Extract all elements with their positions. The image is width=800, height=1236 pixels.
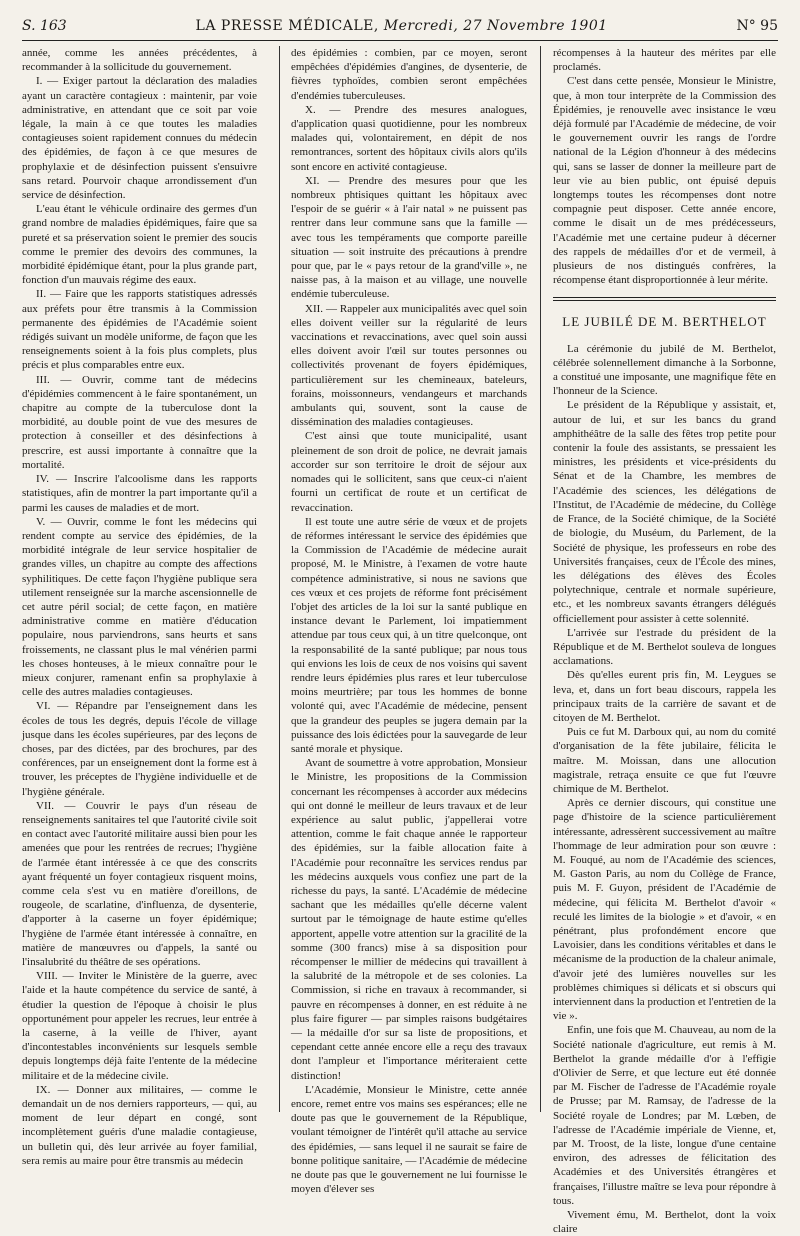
paragraph: C'est dans cette pensée, Monsieur le Ministre, que, à mon tour interprète de la Commission des Épidémies, je renouvelle avec insistance le vœu déjà formulé par l'Académie de médecine, de voir le gouvernement ouvrir les rangs de l'ordre national de la Légion d'honneur à des médecins qui, sans se lasser de donner la meilleure part de leur vie au bien public, ont épuisé depuis longtemps toutes les récompenses dont notre compagnie peut disposer. Cette année encore, comme le disait un de mes prédécesseurs, l'Académie met une certaine pudeur à décerner des rappels de médailles d'or et de vermeil, à plusieurs de nos distingués confrères, la récompense étant disproportionnée à leur mérite. — [553, 75, 776, 287]
paragraph: IX. — Donner aux militaires, — comme le demandait un de nos derniers rapporteurs, — qui, au moment de leur départ en congé, sont incomplètement guéris d'une maladie contagieuse, un bulletin qui, dès leur arrivée au foyer familial, sera remis au maire pour être transmis au médecin — [22, 1083, 257, 1167]
column-divider — [279, 46, 280, 1112]
paragraph: XI. — Prendre des mesures pour que les nombreux phtisiques quittant les hôpitaux avec l'espoir de se guérir « à l'air natal » ne puissent pas rentrer dans leur commune sans que la famille — avec tous les tempéraments que comporte pareille situation — soit instruite des précautions à prendre pour que, par le « pays retour de la grand'ville », ne naisse pas, à la maison et au village, une nouvelle endémie tuberculeuse. — [291, 174, 527, 301]
paragraph: Le président de la République y assistait, et, autour de lui, et sur les bancs du grand amphithéâtre de la salle des fêtes trop petite pour contenir la foule des assistants, se pressaient les ministres, les présidents et vice-présidents du Sénat et de la Chambre, les membres de l'Académie des sciences, les délégations de l'Institut, de l'Académie de médecine, du Collège de France, de la Société chimique, de la Société de biologie, du Muséum, du Parlement, de la Société de physique, les professeurs en robe des Universités françaises, ceux de l'École des mines, les délégations des élèves des Écoles polytechnique, centrale et normale supérieure, etc., et les nombreux savants étrangers délégués officiellement pour assister à cette solennité. — [553, 399, 776, 625]
paragraph: des épidémies : combien, par ce moyen, seront empêchées d'épidémies d'angines, de dysenterie, de fièvres typhoïdes, combien seront empêchées d'endémies tuberculeuses. — [291, 47, 527, 102]
column-3 — [553, 46, 776, 1236]
page-header — [22, 14, 778, 38]
paragraph: Il est toute une autre série de vœux et de projets de réformes intéressant le service des épidémies que la Commission de l'Académie de médecine aurait proposé, M. le Ministre, à l'examen de votre haute compétence administrative, si nous ne savions que ces vœux et ces projets de réforme font précisément l'objet des articles de la loi sur la santé publique en instance devant le Parlement, loi impatiemment attendue par tous ceux qui, à un titre quelconque, ont la responsabilité de la santé publique; par nous tous qui envions les lois de ceux de nos voisins qui savent rendre leurs épidémies plus rares et leur tuberculose moins meurtrière; par tous les hommes de bonne volonté qui, avec l'Académie de médecine, pensent que la grandeur des peuples se jugera demain par la puissance des lois édictées pour la sauvegarde de leur santé morale et physique. — [291, 515, 527, 755]
paragraph: Vivement ému, M. Berthelot, dont la voix claire — [553, 1209, 776, 1236]
paragraph: L'eau étant le véhicule ordinaire des germes d'un grand nombre de maladies épidémiques, faire que sa pureté et sa préservation soient le premier des soucis comme le premier des devoirs des communes, la morbidité épidémique étant, pour la plus grande part, fonction d'un mauvais régime des eaux. — [22, 203, 257, 287]
paragraph: L'arrivée sur l'estrade du président de la République et de M. Berthelot souleva de longues acclamations. — [553, 626, 776, 668]
journal-masthead — [196, 18, 608, 34]
page-folio: S. 163 — [22, 18, 67, 34]
issue-date: Mercredi, 27 Novembre 1901 — [383, 18, 608, 34]
paragraph: VII. — Couvrir le pays d'un réseau de renseignements sanitaires tel que l'autorité civile soit en contact avec l'autorité militaire aussi bien pour les amenées que pour les rentrées de recrues; l'hygiène de l'armée étant intéressée à ce que des conscrits ayant fréquenté un foyer contagieux risquent moins, comme cela s'est vu en matière d'oreillons, de rougeole, de scarlatine, d'influenza, de dysenterie, d'apporter à la caserne un foyer épidémique; l'hygiène de l'armée étant intéressée à connaître, en matière de manœuvres ou d'appels, la santé ou l'insalubrité du théâtre de ses opérations. — [22, 799, 257, 968]
paragraph: VI. — Répandre par l'enseignement dans les écoles de tous les degrés, depuis l'école de village jusque dans les écoles supérieures, par des leçons de choses, par des dictées, par des brochures, par des conférences, par un enseignement dont la forme est à trouver, les préceptes de l'hygiène individuelle et de l'hygiène générale. — [22, 700, 257, 798]
paragraph: Puis ce fut M. Darboux qui, au nom du comité d'organisation de la fête jubilaire, félicita le maître. M. Moissan, dans une allocution magistrale, retraça ensuite ce que fut l'œuvre chimique de M. Berthelot. — [553, 726, 776, 795]
paragraph: C'est ainsi que toute municipalité, usant pleinement de son droit de police, ne devrait jamais accorder sur son territoire le droit de séjour aux nomades qui le sollicitent, sans que ceux-ci n'aient fourni un certificat de route et un certificat de revaccination. — [291, 430, 527, 514]
section-title: LE JUBILÉ DE M. BERTHELOT — [562, 314, 767, 330]
paragraph: V. — Ouvrir, comme le font les médecins qui rendent compte au service des épidémies, de la morbidité intégrale de leur service hospitalier de grandes villes, un chapitre au compte des affections syphilitiques. De cette façon l'hygiène publique sera utilement renseignée sur la marche ascensionnelle de cet autre péril social; de cette façon, en matière administrative comme en matière d'éducation populaire, nous parviendrons, sans heurts et sans froissements, ne classant plus le mal vénérien parmi les choses honteuses, à le mieux connaître pour le mieux conjurer, ramenant enfin sa prophylaxie à celle des autres maladies contagieuses. — [22, 515, 257, 699]
paragraph: VIII. — Inviter le Ministère de la guerre, avec l'aide et la haute compétence du service de santé, à étudier la question de l'époque à choisir le plus opportunément pour appeler les recrues, leur entrée à la caserne, à la veille de l'hiver, ayant d'incontestables inconvénients sur lesquels semble depuis longtemps déjà faite l'entente de la médecine militaire et de la médecine civile. — [22, 970, 257, 1082]
paragraph: année, comme les années précédentes, à recommander à la sollicitude du gouvernement. — [22, 47, 257, 74]
section-separator — [553, 297, 776, 301]
issue-number: N° 95 — [736, 18, 778, 34]
column-1 — [22, 46, 257, 1167]
paragraph: L'Académie, Monsieur le Ministre, cette année encore, remet entre vos mains ses espérances; elle ne doute pas que le gouvernement de la République, voulant témoigner de l'intérêt qu'il attache au service des épidémies, — sans lequel il ne saurait se faire de bonne politique sanitaire, — l'Académie de médecine ne doute pas que le gouvernement ne lui fournisse le moyen d'élever ses — [291, 1083, 527, 1196]
paragraph: Après ce dernier discours, qui constitue une page d'histoire de la science particulièrement intéressante, adressèrent successivement au maître l'hommage de leur admiration pour son œuvre : M. Fouqué, au nom de l'Académie des sciences, M. Gaston Paris, au nom du Collège de France, puis M. F. Guyon, président de l'Académie de médecine, qui félicita M. Berthelot d'avoir « reculé les limites de la biologie » et d'avoir, « en pénétrant, plus profondément encore que Lavoisier, dans les conditions véritables et dans le mécanisme de la production de la chaleur animale, d'avoir jeté des lumières nouvelles sur les problèmes chimiques si délicats et si obscurs qui interviennent dans la production et l'entretien de la vie ». — [553, 797, 776, 1023]
header-rule — [22, 40, 778, 41]
column-2 — [291, 46, 527, 1196]
paragraph: XII. — Rappeler aux municipalités avec quel soin elles doivent veiller sur la régularité de leurs vaccinations et revaccinations, avec quel soin aussi elles doivent avoir l'œil sur toutes personnes ou collectivités provenant de foyers épidémiques, particulièrement sur les chemineaux, bateleurs, forains, moissonneurs, vendangeurs et marchands ambulants qui, souvent, sont la cause de dissémination des maladies contagieuses. — [291, 302, 527, 429]
paragraph: Dès qu'elles eurent pris fin, M. Leygues se leva, et, dans un fort beau discours, rappela les principaux traits de la carrière de savant et de citoyen de M. Berthelot. — [553, 669, 776, 724]
paragraph: II. — Faire que les rapports statistiques adressés aux préfets pour être transmis à la Commission permanente des épidémies de l'Académie soient rédigés suivant un modèle uniforme, de façon que les renseignements soient à la fois plus complets, plus précis et plus comparables entre eux. — [22, 288, 257, 372]
journal-name: LA PRESSE MÉDICALE, — [195, 18, 379, 34]
paragraph: La cérémonie du jubilé de M. Berthelot, célébrée solennellement dimanche à la Sorbonne, a constitué une imposante, une magnifique fête en l'honneur de la Science. — [553, 342, 776, 398]
paragraph: X. — Prendre des mesures analogues, d'application quasi quotidienne, pour les nombreux malades qui, volontairement, en dépit de nos remontrances, sortent des hôpitaux civils alors qu'ils sont encore en activité contagieuse. — [291, 103, 527, 173]
paragraph: III. — Ouvrir, comme tant de médecins d'épidémies commencent à le faire spontanément, un chapitre au compte de la tuberculose dont la morbidité, au double point de vue des mesures de protection à conseiller et des désinfections à prescrire, est aussi importante à connaître que la mortalité. — [22, 373, 257, 471]
paragraph: I. — Exiger partout la déclaration des maladies ayant un caractère contagieux : maintenir, par voie administrative, en attendant que ce soit par voie légale, la main à ce que toutes les maladies contagieuses soient rapidement connues du médecin des épidémies, de façon à ce que mesures de prophylaxie et de désinfection puissent s'ensuivre sans retard. Pourvoir chaque arrondissement d'un service de désinfection. — [22, 75, 257, 202]
paragraph: IV. — Inscrire l'alcoolisme dans les rapports statistiques, afin de montrer la part importante qu'il a parmi les causes de maladies et de mort. — [22, 473, 257, 514]
paragraph: Enfin, une fois que M. Chauveau, au nom de la Société nationale d'agriculture, eut remis à M. Berthelot la grande médaille d'or à l'effigie d'Olivier de Serre, et que lecture eut été donnée par M. Fischer de l'adresse de l'Académie royale de Prusse; par M. Ramsay, de l'adresse de la Société royale de Londres; par M. Lœben, de l'adresse de l'Académie impériale de Vienne, et, par M. Troost, de la liste, longue d'une centaine environ, des adresses de félicitation des Académies et des Universités étrangères et françaises, l'illustre maître se leva pour répondre à tous. — [553, 1024, 776, 1207]
paragraph: récompenses à la hauteur des mérites par elle proclamés. — [553, 47, 776, 74]
paragraph: Avant de soumettre à votre approbation, Monsieur le Ministre, les propositions de la Commission concernant les récompenses à accorder aux médecins qui ont donné le meilleur de leurs travaux et de leur expérience au salut public, j'appellerai votre attention, comme le fait chaque année le rapporteur des épidémies, sur la faible allocation faite à l'Académie pour reconnaître les services rendus par les médecins auxquels vous confiez une part de la richesse du pays, la santé. L'Académie de médecine sachant que les médailles qu'elle décerne valent surtout par le témoignage de haute estime qu'elles apportent, appelle votre attention sur la gracilité de la somme (300 francs) mise à sa disposition pour récompenser le millier de médecins qui travaillent à la salubrité de la métropole et de ses colonies. La Commission, si riche en travaux à recommander, si pauvre en récompenses à donner, en est réduite à ne plus faire figurer — par simples raisons budgétaires — la médaille d'or sur sa liste de propositions, et cependant cette année encore elle a reçu des travaux dont l'ampleur et l'importance mériteraient cette distinction! — [291, 757, 527, 1082]
column-divider — [540, 46, 541, 1112]
